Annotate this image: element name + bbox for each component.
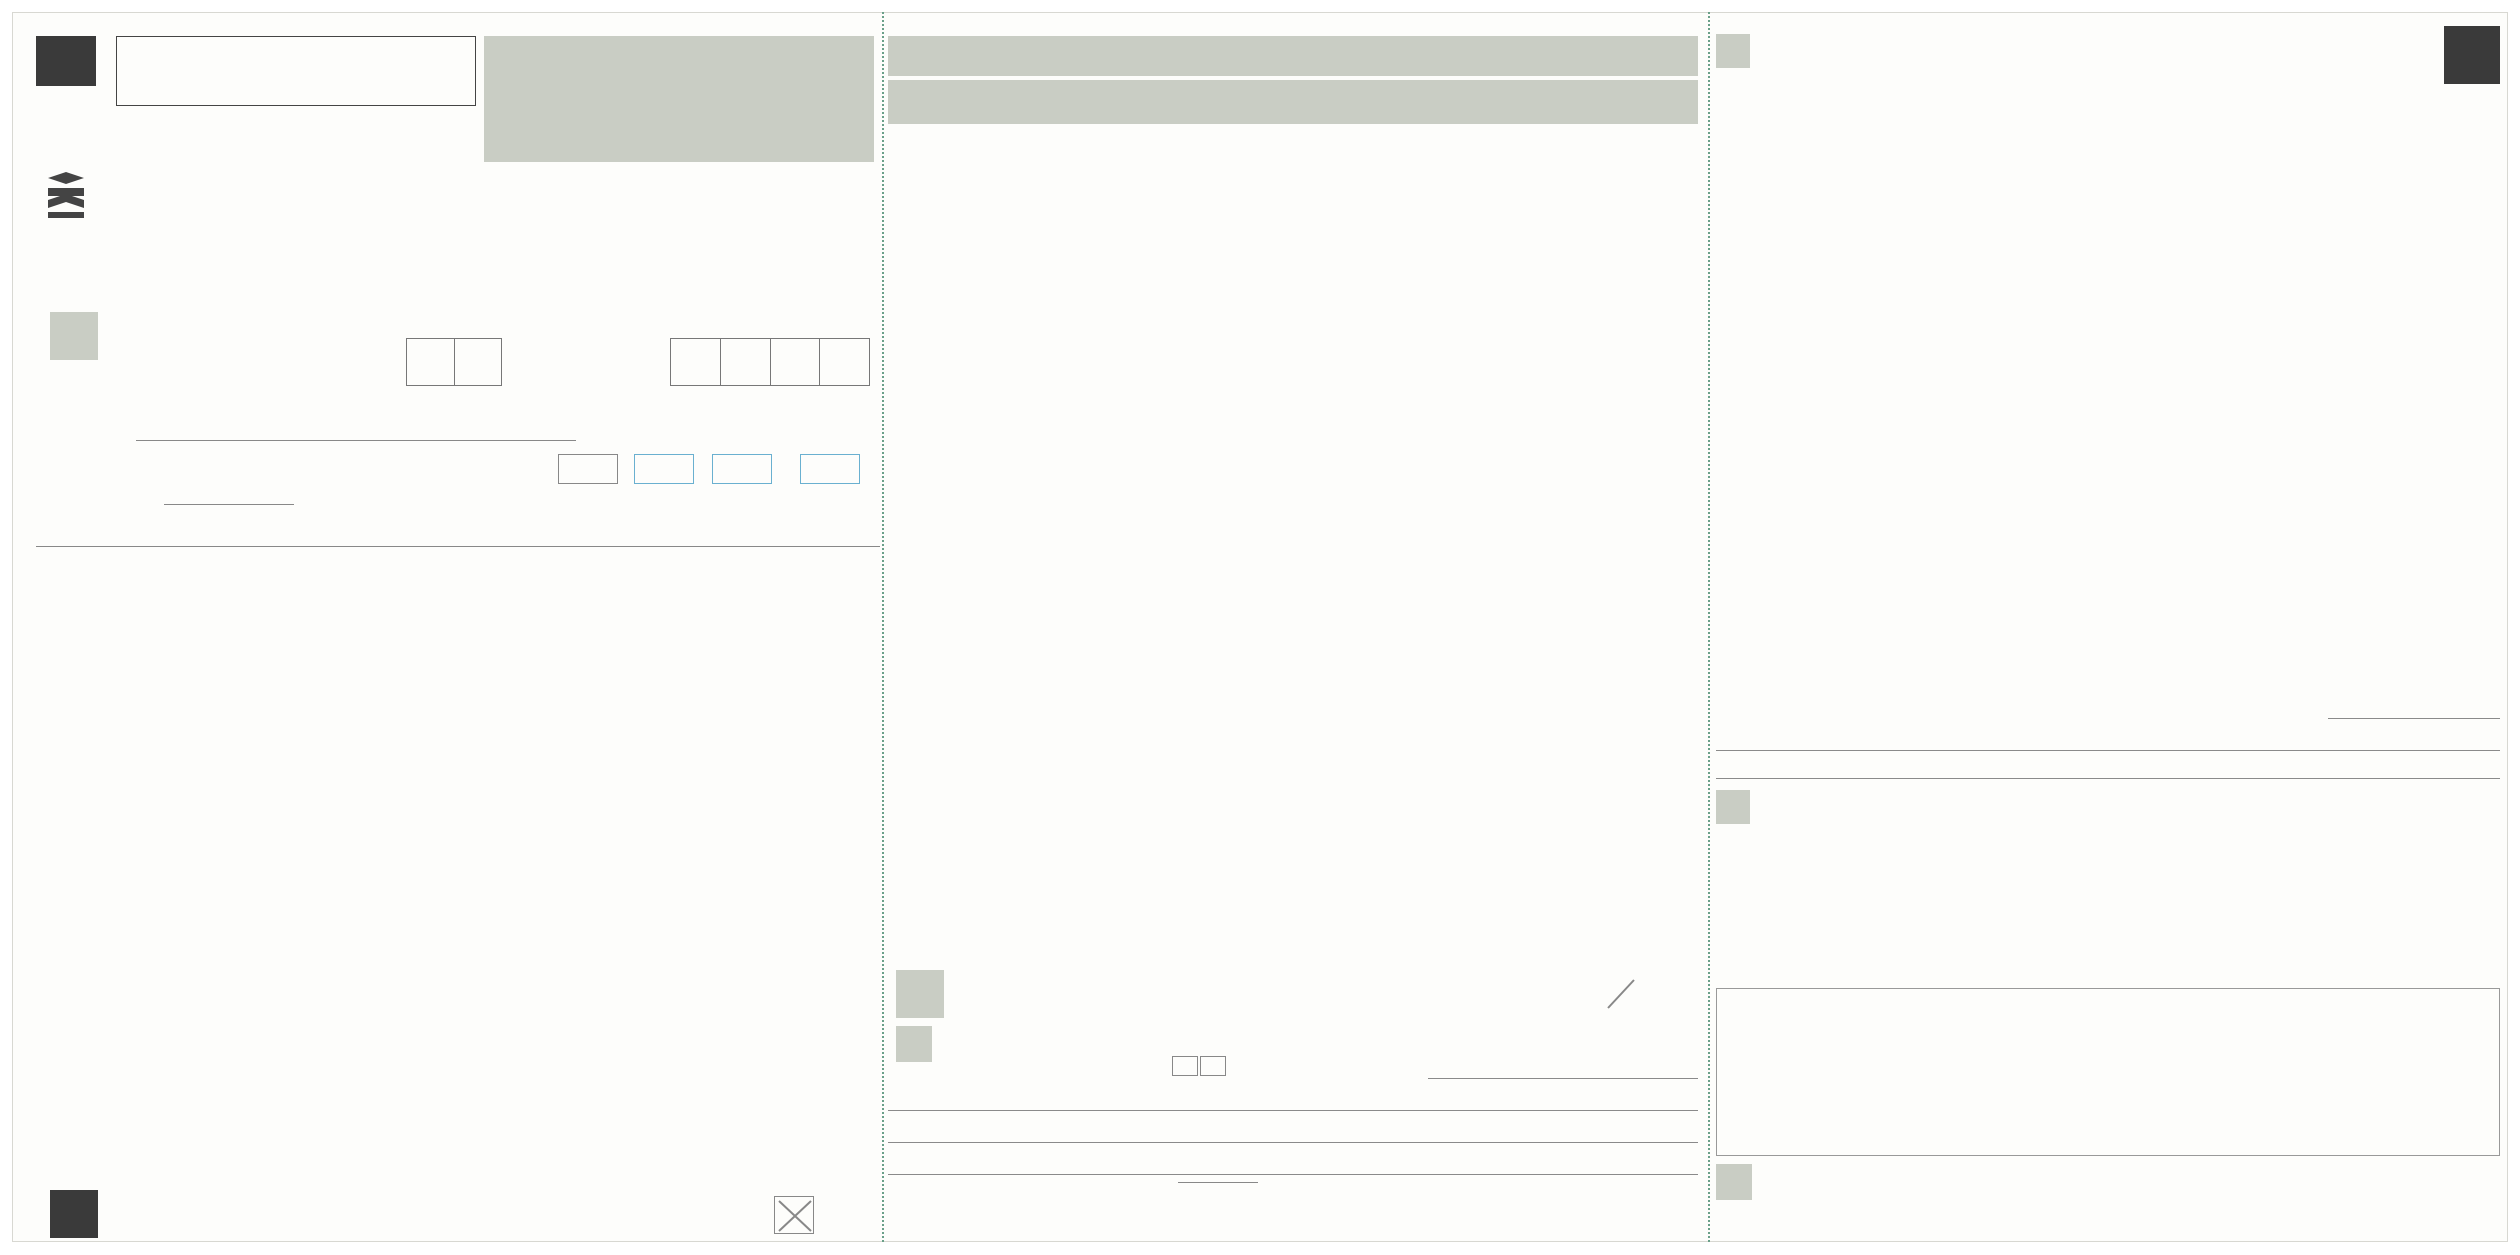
distrito-digits	[406, 338, 502, 386]
incident-line	[888, 1110, 1698, 1111]
distrito-digit	[407, 339, 455, 385]
section-7-si-box[interactable]	[774, 1196, 814, 1234]
section-10-no-box[interactable]	[1200, 1056, 1226, 1076]
seccion-digit	[721, 339, 771, 385]
section-12-number	[1716, 790, 1750, 824]
right-column	[1716, 20, 2500, 1230]
section-9-mark	[1604, 976, 1638, 1012]
institute-logo	[36, 168, 96, 238]
incident-line	[888, 1142, 1698, 1143]
casilla-extra-contigua-checkbox[interactable]	[800, 454, 860, 484]
middle-column	[888, 20, 1708, 1230]
corner-block	[2444, 26, 2500, 84]
seccion-digit	[771, 339, 821, 385]
section-9-number	[896, 970, 944, 1018]
votes-table	[888, 124, 1698, 974]
seccion-digit	[820, 339, 869, 385]
section-8-col-header	[888, 80, 1698, 124]
distrito-digit	[455, 339, 502, 385]
section-8-header	[888, 36, 1698, 76]
casilla-basica-checkbox[interactable]	[558, 454, 618, 484]
section-14-number	[1716, 1164, 1752, 1200]
folio-value	[116, 36, 476, 106]
form-title-box	[484, 36, 874, 162]
representatives-table	[1716, 106, 2500, 646]
column-divider	[1708, 12, 1710, 1242]
seccion-digits	[670, 338, 870, 386]
hojas-value	[1178, 1182, 1258, 1183]
casilla-contigua-checkbox[interactable]	[634, 454, 694, 484]
section-7-number	[50, 1190, 98, 1238]
section-10-si-box[interactable]	[1172, 1056, 1198, 1076]
section-10-number	[896, 1026, 932, 1062]
localidad-value	[136, 440, 576, 441]
mesa-table	[1716, 988, 2500, 1156]
casilla-type-group	[556, 426, 876, 496]
protesta-line	[1716, 778, 2500, 779]
section-1-number	[50, 312, 98, 360]
incident-line	[888, 1174, 1698, 1175]
left-column	[36, 20, 876, 1230]
protesta-line	[1716, 750, 2500, 751]
corner-block	[36, 36, 96, 86]
incident-line	[1428, 1078, 1698, 1079]
section-11-number	[1716, 34, 1750, 68]
section-13-number	[1716, 960, 1746, 990]
address-value	[36, 546, 880, 547]
casilla-extraordinaria-checkbox[interactable]	[712, 454, 772, 484]
seccion-digit	[671, 339, 721, 385]
protest-grid	[1716, 846, 2500, 950]
column-divider	[882, 12, 884, 1242]
signature-legend	[1936, 650, 2496, 674]
hora-value	[164, 504, 294, 505]
protesta-line	[2328, 718, 2500, 719]
